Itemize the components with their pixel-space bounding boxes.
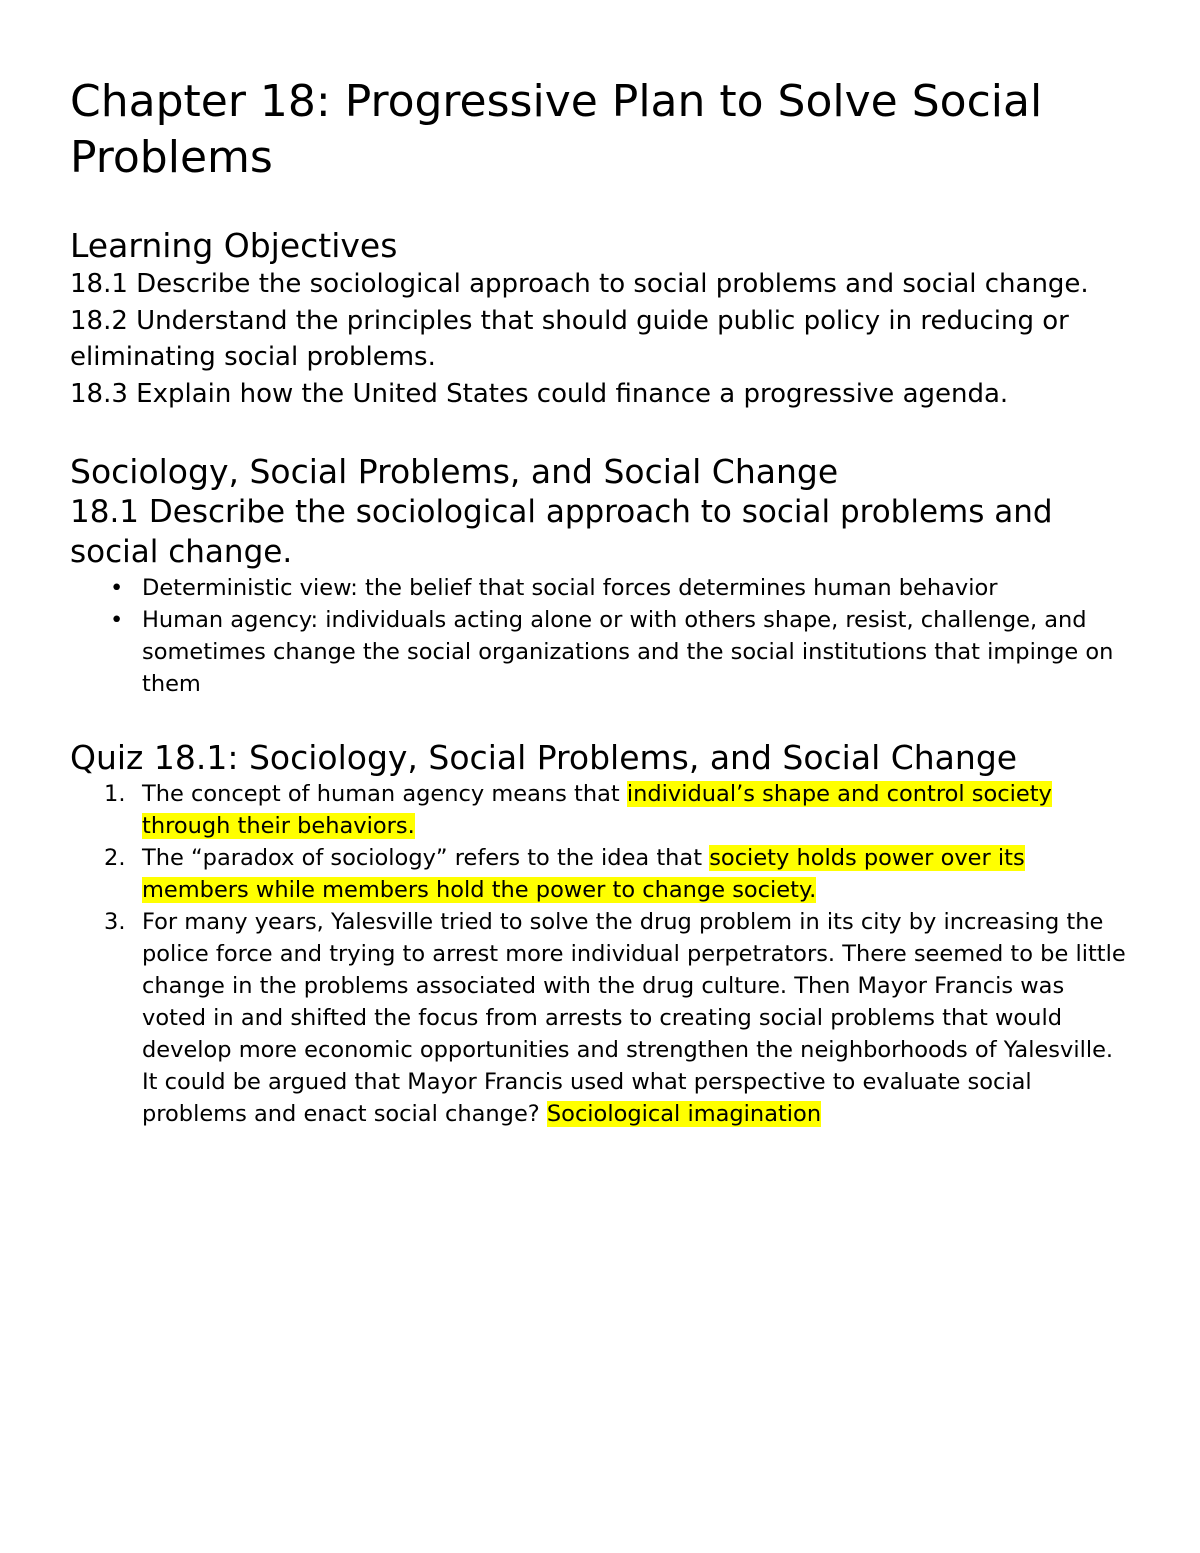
quiz-item — [70, 842, 1130, 906]
section-subheading: 18.1 Describe the sociological approach to social problems and social change. — [70, 494, 1053, 570]
quiz-answer-highlight: Sociological imagination — [546, 1101, 822, 1127]
quiz-heading: Quiz 18.1: Sociology, Social Problems, and Social Change — [70, 738, 1018, 777]
bullet-icon: • — [110, 575, 124, 601]
learning-objective-3: 18.3 Explain how the United States could finance a progressive agenda. — [70, 378, 1009, 409]
list-item — [70, 572, 1130, 604]
definition-list — [70, 572, 1130, 700]
quiz-list — [70, 778, 1130, 1130]
quiz-item-number: 2. — [104, 845, 126, 871]
bullet-text: Human agency: individuals acting alone or with others shape, resist, challenge, and sometimes change the social organizations and the social institutions that impinge on them — [142, 607, 1114, 697]
quiz-answer-highlight: society holds power over its members while members hold the power to change society. — [142, 845, 1025, 903]
bullet-icon: • — [110, 607, 124, 633]
quiz-item-number: 1. — [104, 781, 126, 807]
learning-objectives-heading: Learning Objectives — [70, 226, 398, 265]
quiz-item-number: 3. — [104, 909, 126, 935]
section-heading: Sociology, Social Problems, and Social Change — [70, 452, 839, 491]
learning-objective-2: 18.2 Understand the principles that should guide public policy in reducing or eliminating social problems. — [70, 305, 1069, 372]
quiz-question: The concept of human agency means that — [142, 781, 627, 807]
quiz-item — [70, 906, 1130, 1130]
list-item — [70, 604, 1130, 700]
quiz-answer-highlight: individual’s shape and control society through their behaviors. — [142, 781, 1052, 839]
quiz-question: For many years, Yalesville tried to solve the drug problem in its city by increasing the police force and trying to arrest more individual perpetrators. There seemed to be little change in the problems associated with the drug culture. Then Mayor Francis was voted in and shifted the focus from arrests to creating social problems that would develop more economic opportunities and strengthen the neighborhoods of Yalesville. It could be argued that Mayor Francis used what perspective to evaluate social problems and enact social change? — [142, 909, 1126, 1127]
quiz-question: The “paradox of sociology” refers to the idea that — [142, 845, 710, 871]
learning-objective-1: 18.1 Describe the sociological approach to social problems and social change. — [70, 269, 1089, 299]
quiz-item — [70, 778, 1130, 842]
document-title: Chapter 18: Progressive Plan to Solve Social Problems — [70, 76, 1043, 183]
bullet-text: Deterministic view: the belief that social forces determines human behavior — [142, 575, 998, 601]
